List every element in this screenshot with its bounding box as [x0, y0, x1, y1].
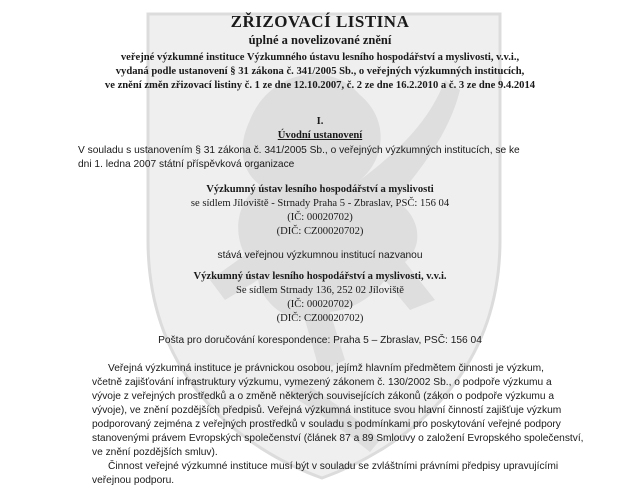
organization-dic: (DIČ: CZ00020702) — [276, 226, 364, 237]
intro-line: veřejné výzkumné instituce Výzkumného ústavu lesního hospodářství a myslivosti, v.v.i., — [120, 52, 520, 63]
intro-line: vydaná podle ustanovení § 31 zákona č. 341/2005 Sb., o veřejných výzkumných institucích, — [115, 66, 525, 77]
organization-ic: (IČ: 00020702) — [287, 299, 353, 310]
paragraph-line: vývoje), ve znění pozdějších předpisů. Veřejná výzkumná instituce svou hlavní činností zajišťuje výzkum — [92, 405, 562, 416]
paragraph-line: stanovenými právem Evropských společenství (článek 87 a 89 Smlouvy o založení Evropského společenství, — [92, 433, 584, 444]
transition-text: stává veřejnou výzkumnou institucí nazvanou — [217, 250, 423, 261]
paragraph-line: dni 1. ledna 2007 státní příspěvková organizace — [78, 159, 295, 170]
organization-name: Výzkumný ústav lesního hospodářství a myslivosti — [206, 184, 434, 195]
section-heading: Úvodní ustanovení — [277, 130, 363, 141]
paragraph-line: včetně zajišťování infrastruktury výzkumu, vymezený zákonem č. 130/2002 Sb., o podpoře výzkumu a — [92, 377, 552, 388]
intro-line: ve znění změn zřizovací listiny č. 1 ze dne 12.10.2007, č. 2 ze dne 16.2.2010 a č. 3 ze dne 9.4.2014 — [104, 80, 536, 91]
organization-name: Výzkumný ústav lesního hospodářství a myslivosti, v.v.i. — [193, 271, 447, 282]
paragraph-line: Veřejná výzkumná instituce je právnickou osobou, jejímž hlavním předmětem činnosti je výzkum, — [108, 363, 544, 374]
organization-seat: Se sídlem Strnady 136, 252 02 Jíloviště — [235, 285, 405, 296]
paragraph-line: vývoje z veřejných prostředků a o změně některých souvisejících zákonů (zákon o podpoře výzkumu a — [92, 391, 555, 402]
paragraph-line: veřejnou podporu. — [92, 475, 175, 486]
section-number: I. — [316, 116, 324, 127]
organization-ic: (IČ: 00020702) — [287, 212, 353, 223]
paragraph-line: podporovaný zejména z veřejných prostředků v souladu s podmínkami pro poskytování veřejné podpory — [92, 419, 561, 430]
organization-seat: se sídlem Jíloviště - Strnady Praha 5 - Zbraslav, PSČ: 156 04 — [190, 198, 450, 209]
organization-dic: (DIČ: CZ00020702) — [276, 313, 364, 324]
paragraph-line: ve znění pozdějších smluv). — [92, 447, 218, 458]
paragraph-line: V souladu s ustanovením § 31 zákona č. 341/2005 Sb., o veřejných výzkumných institucích, se ke — [78, 145, 520, 156]
document-subtitle: úplné a novelizované znění — [248, 33, 392, 47]
paragraph-line: Činnost veřejné výzkumné instituce musí být v souladu se zvláštními právními předpisy upravujícími — [108, 461, 559, 472]
document-title: ZŘIZOVACÍ LISTINA — [230, 12, 410, 31]
postal-address: Pošta pro doručování korespondence: Praha 5 – Zbraslav, PSČ: 156 04 — [158, 335, 482, 346]
